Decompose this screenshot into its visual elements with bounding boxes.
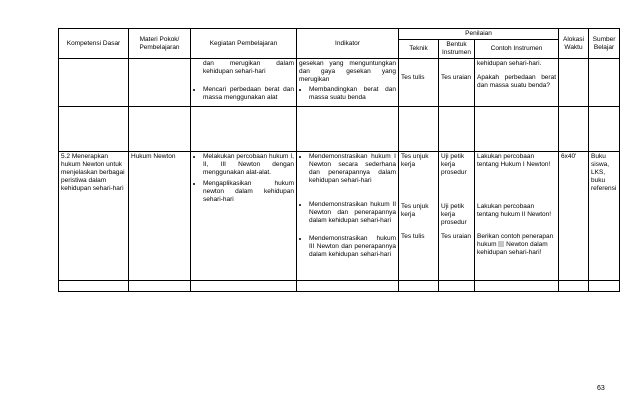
indikator-cell [297,152,399,281]
header-indikator: Indikator [297,29,399,59]
header-penilaian: Penilaian [399,29,559,40]
contoh-cell [475,152,559,281]
contoh-item: Berikan contoh penerapan hukum Newton dalam kehidupan sehari-hari! [477,233,554,256]
bentuk-value: Tes uraian [441,74,471,81]
header-sumber: Sumber Belajar [589,29,620,59]
page-number: 63 [597,385,605,392]
kegiatan-cell [191,152,297,281]
syllabus-table [58,28,620,292]
header-alokasi: Alokasi Waktu [559,29,589,59]
indikator-item: • Mendemonstrasikan hukum I Newton secara sederhana dan penerapannya dalam kehidupan sehari-hari [309,153,396,185]
contoh-item: Lakukan percobaan tentang Hukum I Newton! [477,153,551,168]
header-kompetensi: Kompetensi Dasar [59,29,129,59]
teknik-value: Tes tulis [401,74,425,81]
bentuk-value: Tes uraian [441,233,471,240]
materi-cell: Hukum Newton [129,152,191,281]
teknik-cell [399,152,439,281]
alokasi-cell: 6x40' [559,152,589,281]
contoh-item: Lakukan percobaan tentang hukum II Newton! [477,203,552,218]
bentuk-value: Uji petik kerja prosedur [441,153,467,176]
indikator-continued: gesekan yang menguntungkan dan gaya gesekan yang merugikan [299,60,396,83]
kegiatan-cell [191,59,297,107]
indikator-cell [297,59,399,107]
kegiatan-item: • Mencari perbedaan berat dan massa menggunakan alat [203,86,294,102]
indikator-item: • Membandingkan berat dan massa suatu benda [309,86,396,102]
header-contoh: Contoh Instrumen [475,40,559,59]
table-row [59,59,620,107]
teknik-value: Tes unjuk kerja [401,203,429,218]
header-materi: Materi Pokok/ Pembelajaran [129,29,191,59]
kegiatan-item: • Melakukan percobaan hukum I, II, III Newton dengan menggunakan alat-alat. [203,153,294,177]
header-teknik: Teknik [399,40,439,59]
kompetensi-cell: 5.2 Menerapkan hukum Newton untuk menjelaskan berbagai peristiwa dalam kehidupan sehari-hari [59,152,129,281]
bentuk-cell [439,152,475,281]
contoh-item: Apakah perbedaan berat dan massa suatu benda? [477,74,557,89]
header-kegiatan: Kegiatan Pembelajaran [191,29,297,59]
bentuk-value: Uji petik kerja prosedur [441,203,467,226]
table-row [59,107,620,152]
teknik-value: Tes unjuk kerja [401,153,429,168]
redacted-mark [498,241,504,247]
indikator-item: • Mendemonstrasikan hukum II Newton dan penerapannya dalam kehidupan sehari-hari [309,201,396,225]
kegiatan-continued: dan merugikan dalam kehidupan sehari-hari [203,60,294,75]
table-row [59,152,620,281]
teknik-value: Tes tulis [401,233,425,240]
contoh-continued: kehidupan sehari-hari. [477,60,542,67]
indikator-item: • Mendemonstrasikan hukum III Newton dan penerapannya dalam kehidupan sehari-hari [309,235,396,259]
sumber-cell: Buku siswa, LKS, buku referensi [589,152,620,281]
kegiatan-item: • Mengaplikasikan hukum newton dalam kehidupan sehari-hari [203,180,294,204]
table-row [59,281,620,292]
header-bentuk: Bentuk Instrumen [439,40,475,59]
